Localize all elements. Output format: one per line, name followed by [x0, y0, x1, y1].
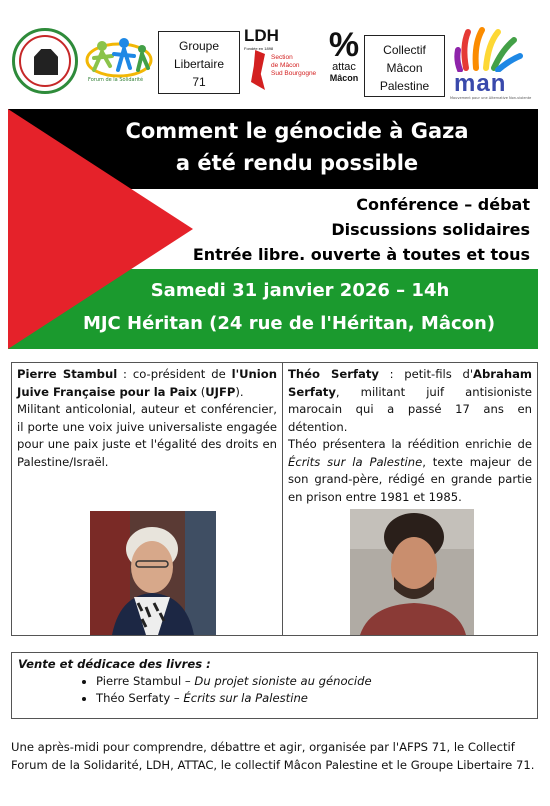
- book-dash: –: [181, 674, 195, 688]
- event-subtitle-entry: Entrée libre. ouverte à toutes et tous: [192, 245, 530, 264]
- speakers-table: [11, 362, 538, 636]
- books-list: [96, 673, 531, 707]
- event-subtitle-discussions: Discussions solidaires: [331, 220, 530, 239]
- event-title-line-2: a été rendu possible: [175, 151, 419, 175]
- groupe-libertaire-line-2: Libertaire: [173, 57, 225, 71]
- ldh-sub-line-2: de Mâcon: [271, 62, 300, 69]
- man-logo: [448, 26, 530, 98]
- man-logo-word: man: [454, 70, 507, 97]
- book-author: Théo Serfaty: [96, 691, 171, 705]
- attac-percent-icon: %: [328, 26, 360, 64]
- speaker-org: l'Union Juive Française pour la Paix: [17, 367, 277, 399]
- list-item: [96, 690, 531, 707]
- event-subtitle-conference: Conférence – débat: [356, 195, 530, 214]
- groupe-libertaire-logo: [158, 31, 240, 94]
- ldh-flame-icon: [251, 50, 265, 90]
- event-place: MJC Héritan (24 rue de l'Héritan, Mâcon): [82, 313, 496, 334]
- ldh-logo-subtitle: [271, 54, 316, 78]
- event-title-line-1: Comment le génocide à Gaza: [125, 119, 469, 143]
- man-logo-tagline: Mouvement pour une Alternative Non-violente: [450, 96, 532, 100]
- book-dash: –: [170, 691, 184, 705]
- speaker-org-abbr: UJFP: [205, 384, 236, 399]
- portrait-image: [90, 511, 216, 635]
- event-banner: [8, 109, 538, 349]
- event-subtitles: [193, 192, 530, 267]
- book-title: Du projet sioniste au génocide: [194, 674, 372, 688]
- ldh-logo-tiny: Fondée en 1898: [244, 46, 274, 51]
- ldh-logo: [244, 26, 324, 96]
- groupe-libertaire-line-3: 71: [192, 75, 206, 89]
- collectif-line-1: Collectif: [383, 43, 426, 57]
- ldh-sub-line-3: Sud Bourgogne: [271, 70, 317, 77]
- attac-logo-name: attac: [332, 61, 356, 73]
- attac-logo-city: Mâcon: [329, 73, 359, 83]
- man-hand-icon: [454, 26, 524, 72]
- groupe-libertaire-line-1: Groupe: [178, 39, 220, 53]
- afps-logo: [12, 28, 78, 94]
- event-title: [78, 115, 516, 179]
- ldh-logo-title: LDH: [244, 26, 279, 45]
- speaker-book-post: , texte majeur de son grand-père, rédigé en grande partie en prison entre 1981 et 1985.: [288, 454, 532, 504]
- speaker-cell-stambul: [12, 363, 283, 635]
- speaker-name: Pierre Stambul: [17, 367, 118, 381]
- collectif-line-2: Mâcon: [386, 61, 423, 75]
- list-item: [96, 673, 531, 690]
- books-box: [11, 652, 538, 719]
- collectif-line-3: Palestine: [379, 79, 430, 93]
- speaker-photo-stambul: [90, 511, 216, 635]
- speaker-bio: Militant anticolonial, auteur et conférencier, il porte une voix juive universaliste engagée pour une paix juste et l'égalité des droits en Palestine/Israël.: [17, 402, 277, 469]
- speaker-sep: : petit-fils d': [378, 367, 474, 381]
- speaker-cell-serfaty: [283, 363, 537, 635]
- attac-logo: [324, 28, 364, 98]
- collectif-macon-palestine-logo: [364, 35, 445, 97]
- speaker-bio: , militant juif antisioniste marocain qui a passé 17 ans en détention.: [288, 384, 532, 434]
- speaker-book-title: Écrits sur la Palestine: [288, 454, 423, 469]
- speaker-org-paren-close: ).: [235, 384, 244, 399]
- forum-logo-text: Forum de la Solidarité: [88, 77, 144, 83]
- organizers-footer: Une après-midi pour comprendre, débattre et agir, organisée par l'AFPS 71, le Collectif Forum de la Solidarité, LDH, ATTAC, le collectif Mâcon Palestine et le Groupe Libertaire 71.: [11, 740, 535, 772]
- speaker-book-line: [288, 436, 532, 506]
- books-heading: Vente et dédicace des livres :: [18, 657, 211, 671]
- speaker-name: Théo Serfaty: [288, 367, 379, 381]
- forum-solidarite-logo: [84, 32, 154, 87]
- portrait-image: [350, 509, 474, 635]
- book-title: Écrits sur la Palestine: [183, 691, 308, 705]
- speaker-relative: Abraham Serfaty: [288, 367, 532, 399]
- event-date: Samedi 31 janvier 2026 – 14h: [150, 280, 450, 301]
- speaker-org-paren: (: [197, 384, 206, 399]
- speaker-book-pre: Théo présentera la réédition enrichie de: [288, 437, 532, 451]
- partner-logos: [12, 22, 540, 106]
- book-author: Pierre Stambul: [96, 674, 182, 688]
- ldh-sub-line-1: Section: [271, 54, 293, 61]
- speaker-sep: : co-président de: [117, 367, 232, 381]
- speaker-photo-serfaty: [350, 509, 474, 635]
